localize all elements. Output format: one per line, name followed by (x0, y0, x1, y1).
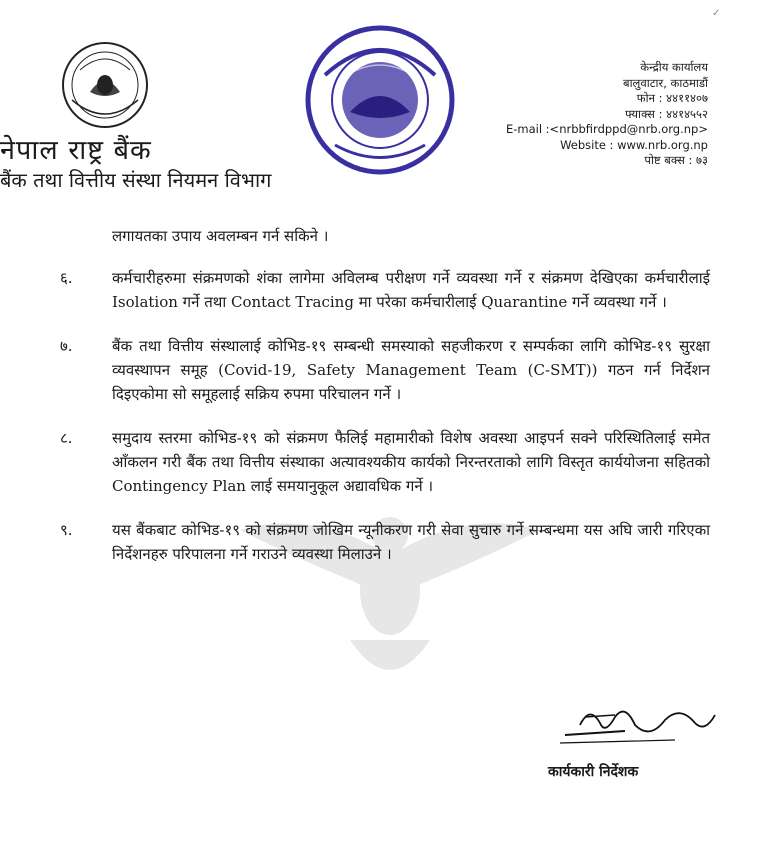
item-number: ७. (60, 337, 73, 355)
item-text: बैंक तथा वित्तीय संस्थालाई कोभिड-१९ सम्बन्धी समस्याको सहजीकरण र सम्पर्कका लागि कोभिड-१९ सुरक्षा व्यवस्थापन समूह (Covid-19, Safety Management Team (C-SMT)) गठन गर्न निर्देशन दिइएकोमा सो समूहलाई सक्रिय रुपमा परिचालन गर्ने । (112, 337, 710, 403)
item-number: ६. (60, 269, 73, 287)
intro-line: लगायतका उपाय अवलम्बन गर्न सकिने । (112, 227, 329, 245)
po-box: पोष्ट बक्स : ७३ (644, 153, 708, 167)
address: बालुवाटार, काठमाडौं (623, 75, 708, 90)
item-text: कर्मचारीहरुमा संक्रमणको शंका लागेमा अविलम्ब परीक्षण गर्ने व्यवस्था गर्ने र संक्रमण देखिएका कर्मचारीलाई Isolation गर्ने तथा Contact Tracing मा परेका कर्मचारीलाई Quarantine गर्ने व्यवस्था गर्ने । (112, 269, 710, 311)
list-item (60, 426, 710, 498)
item-number: ९. (60, 521, 73, 539)
email: E-mail :<nrbbfirdppd@nrb.org.np> (505, 122, 708, 136)
letter-body (60, 226, 710, 586)
item-text: यस बैंकबाट कोभिड-१९ को संक्रमण जोखिम न्यूनीकरण गरी सेवा सुचारु गर्ने सम्बन्धमा यस अघि जारी गरिएका निर्देशनहरु परिपालना गर्ने गराउने व्यवस्था मिलाउने । (112, 521, 710, 563)
corner-mark: ✓ (712, 8, 721, 19)
item-number: ८. (60, 429, 73, 447)
contact-info (478, 60, 708, 169)
list-item (60, 334, 710, 406)
fax: फ्याक्स : ४४१४५५२ (625, 106, 708, 121)
official-seal (300, 20, 460, 180)
org-name: नेपाल राष्ट्र बैंक (0, 135, 152, 166)
handwritten-signature (555, 695, 725, 750)
signatory-title: कार्यकारी निर्देशक (548, 764, 639, 780)
office-label: केन्द्रीय कार्यालय (640, 60, 708, 74)
website: Website : www.nrb.org.np (560, 137, 708, 152)
department-name: बैंक तथा वित्तीय संस्था नियमन विभाग (0, 168, 272, 192)
nrb-logo (60, 40, 150, 130)
list-item (60, 518, 710, 566)
item-text: समुदाय स्तरमा कोभिड-१९ को संक्रमण फैलिई महामारीको विशेष अवस्था आइपर्न सक्ने परिस्थितिलाई समेत आँकलन गरी बैंक तथा वित्तीय संस्थाका अत्यावश्यकीय कार्यको निरन्तरताको लागि विस्तृत कार्ययोजना सहितको Contingency Plan लाई समयानुकूल अद्यावधिक गर्ने । (112, 429, 710, 495)
list-item (60, 266, 710, 314)
phone: फोन : ४४११४०७ (636, 91, 708, 105)
